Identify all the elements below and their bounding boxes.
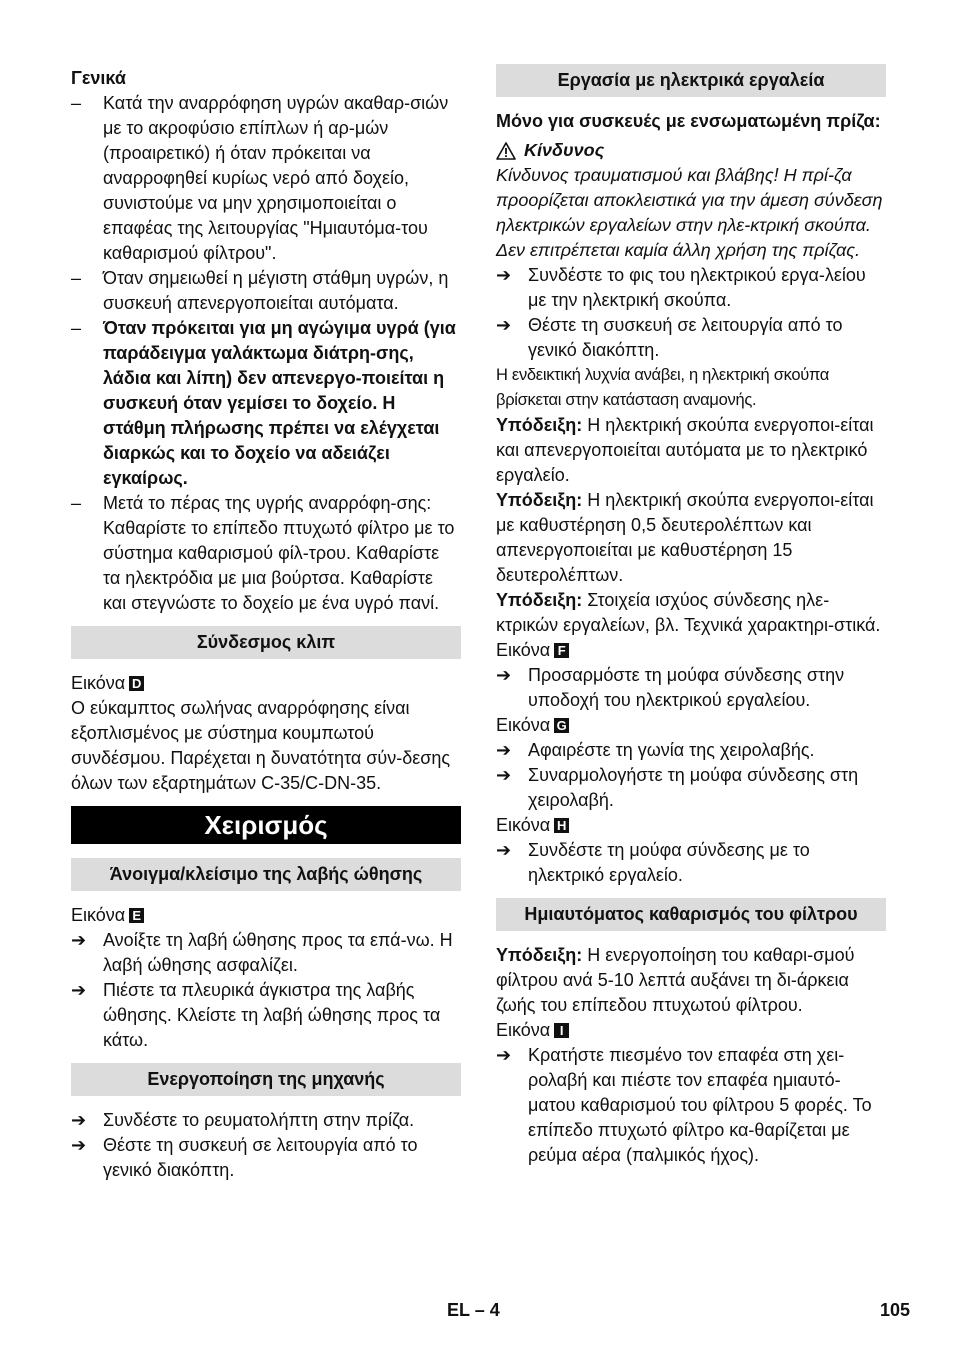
page-number: 105 — [880, 1300, 911, 1320]
dash-marker: – — [71, 268, 82, 288]
note-paragraph — [496, 413, 886, 488]
step-text: Συνδέστε το ρευματολήπτη στην πρίζα. — [103, 1110, 415, 1130]
note-text: Η ενεργοποίηση του καθαρι-σμού φίλτρου ανά 5-10 λεπτά αυξάνει τη δι-άρκεια ζωής του επίπεδου πτυχωτού φίλτρου. — [496, 945, 855, 1015]
step-item — [71, 1133, 461, 1183]
step-item — [496, 838, 886, 888]
figure-reference — [496, 813, 886, 838]
dash-marker: – — [71, 318, 82, 338]
arrow-icon: ➔ — [71, 1135, 87, 1155]
arrow-icon: ➔ — [496, 665, 512, 685]
step-item — [71, 1108, 461, 1133]
note-text: Στοιχεία ισχύος σύνδεσης ηλε-κτρικών εργαλείων, βλ. Τεχνικά χαρακτηρι-στικά. — [496, 590, 881, 635]
list-item — [71, 266, 461, 316]
figure-letter-badge: I — [554, 1023, 569, 1038]
figure-label: Εικόνα — [496, 640, 551, 660]
figure-reference — [71, 671, 461, 696]
step-item — [496, 738, 886, 763]
figure-letter-badge: F — [554, 643, 569, 658]
only-for-note: Μόνο για συσκευές με ενσωματωμένη πρίζα: — [496, 111, 881, 131]
figure-label: Εικόνα — [71, 673, 126, 693]
arrow-icon: ➔ — [496, 765, 512, 785]
general-heading: Γενικά — [71, 68, 126, 88]
figure-reference — [496, 713, 886, 738]
section-heading-tools: Εργασία με ηλεκτρικά εργαλεία — [496, 64, 886, 97]
step-item — [71, 978, 461, 1053]
arrow-icon: ➔ — [496, 1045, 512, 1065]
list-item-text-bold: Όταν πρόκειται για μη αγώγιμα υγρά (για παράδειγμα γαλάκτωμα διάτρη-σης, λάδια και λίπη) δεν απενεργο-ποιείται η συσκευή όταν γεμίσει το δοχείο. Η στάθμη πλήρωσης πρέπει να ελέγχεται διαρκώς και το δοχείο να αδειάζει εγκαίρως. — [103, 318, 456, 488]
arrow-icon: ➔ — [496, 840, 512, 860]
figure-reference — [496, 638, 886, 663]
standby-text: Η ενδεικτική λυχνία ανάβει, η ηλεκτρική σκούπα βρίσκεται στην κατάσταση αναμονής. — [496, 366, 830, 409]
chapter-title: Χειρισμός — [71, 806, 461, 844]
step-text: Συνδέστε το φις του ηλεκτρικού εργα-λείου με την ηλεκτρική σκούπα. — [528, 265, 866, 310]
dash-marker: – — [71, 493, 82, 513]
footer-language — [447, 1298, 500, 1323]
danger-heading — [496, 138, 886, 163]
step-item — [496, 1043, 886, 1168]
step-item — [496, 263, 886, 313]
dash-marker: – — [71, 93, 82, 113]
left-column — [71, 64, 461, 1183]
figure-label: Εικόνα — [496, 815, 551, 835]
figure-letter-badge: H — [554, 818, 569, 833]
arrow-icon: ➔ — [71, 1110, 87, 1130]
note-paragraph — [496, 588, 886, 638]
list-item-text: Κατά την αναρρόφηση υγρών ακαθαρ-σιών με το ακροφύσιο επίπλων ή αρ-μών (προαιρετικό) ή όταν πρόκειται να αναρροφηθεί κυρίως νερό από δοχείο, συνιστούμε να μην χρησιμοποιείται ο επαφέας της λειτουργίας "Ημιαυτόμα-του καθαρισμού φίλτρου". — [103, 93, 449, 263]
section-heading-start: Ενεργοποίηση της μηχανής — [71, 1063, 461, 1096]
figure-label: Εικόνα — [496, 1020, 551, 1040]
language-page: – 4 — [474, 1300, 500, 1320]
list-item-text: Όταν σημειωθεί η μέγιστη στάθμη υγρών, η συσκευή απενεργοποιείται αυτόματα. — [103, 268, 449, 313]
danger-title: Κίνδυνος — [524, 140, 605, 160]
clip-description: Ο εύκαμπτος σωλήνας αναρρόφησης είναι εξοπλισμένος με σύστημα κουμπωτού συνδέσμου. Παρέχεται η δυνατότητα σύν-δεσης όλων των εξαρτημάτων C-35/C-DN-35. — [71, 698, 451, 793]
figure-label: Εικόνα — [71, 905, 126, 925]
figure-letter-badge: E — [129, 908, 144, 923]
step-item — [71, 928, 461, 978]
step-text: Ανοίξτε τη λαβή ώθησης προς τα επά-νω. Η λαβή ώθησης ασφαλίζει. — [103, 930, 453, 975]
step-item — [496, 663, 886, 713]
note-text: Η ηλεκτρική σκούπα ενεργοποι-είται με καθυστέρηση 0,5 δευτερολέπτων και απενεργοποιείται με καθυστέρηση 15 δευτερολέπτων. — [496, 490, 874, 585]
note-label: Υπόδειξη: — [496, 415, 583, 435]
arrow-icon: ➔ — [496, 265, 512, 285]
figure-reference — [71, 903, 461, 928]
step-text: Θέστε τη συσκευή σε λειτουργία από το γενικό διακόπτη. — [103, 1135, 418, 1180]
arrow-icon: ➔ — [496, 740, 512, 760]
step-text: Θέστε τη συσκευή σε λειτουργία από το γενικό διακόπτη. — [528, 315, 843, 360]
list-item — [71, 91, 461, 266]
step-text: Πιέστε τα πλευρικά άγκιστρα της λαβής ώθησης. Κλείστε τη λαβή ώθησης προς τα κάτω. — [103, 980, 441, 1050]
list-item — [71, 316, 461, 491]
arrow-icon: ➔ — [71, 930, 87, 950]
note-label: Υπόδειξη: — [496, 490, 583, 510]
figure-reference — [496, 1018, 886, 1043]
step-text: Κρατήστε πιεσμένο τον επαφέα στη χει-ρολαβή και πιέστε τον επαφέα ημιαυτό-ματου καθαρισμού του φίλτρου 5 φορές. Το επίπεδο πτυχωτό φίλτρο κα-θαρίζεται με ρεύμα αέρα (παλμικός ήχος). — [528, 1045, 872, 1165]
right-column — [496, 64, 886, 1168]
step-item — [496, 313, 886, 363]
figure-letter-badge: D — [129, 676, 144, 691]
figure-letter-badge: G — [554, 718, 569, 733]
step-text: Συνδέστε τη μούφα σύνδεσης με το ηλεκτρικό εργαλείο. — [528, 840, 810, 885]
arrow-icon: ➔ — [71, 980, 87, 1000]
danger-text: Κίνδυνος τραυματισμού και βλάβης! Η πρί-ζα προορίζεται αποκλειστικά για την άμεση σύνδεση ηλεκτρικών εργαλείων στην ηλε-κτρική σκούπα. Δεν επιτρέπεται καμία άλλη χρήση της πρίζας. — [496, 165, 883, 260]
section-heading-clip: Σύνδεσμος κλιπ — [71, 626, 461, 659]
language-code: EL — [447, 1300, 470, 1320]
note-label: Υπόδειξη: — [496, 945, 583, 965]
note-paragraph — [496, 943, 886, 1018]
step-text: Προσαρμόστε τη μούφα σύνδεσης στην υποδοχή του ηλεκτρικού εργαλείου. — [528, 665, 845, 710]
section-heading-handle: Άνοιγμα/κλείσιμο της λαβής ώθησης — [71, 858, 461, 891]
step-text: Αφαιρέστε τη γωνία της χειρολαβής. — [528, 740, 815, 760]
warning-triangle-icon — [496, 142, 516, 160]
list-item — [71, 491, 461, 616]
note-text: Η ηλεκτρική σκούπα ενεργοποι-είται και απενεργοποιείται αυτόματα με το ηλεκτρικό εργαλείο. — [496, 415, 874, 485]
arrow-icon: ➔ — [496, 315, 512, 335]
section-heading-filter: Ημιαυτόματος καθαρισμός του φίλτρου — [496, 898, 886, 931]
figure-label: Εικόνα — [496, 715, 551, 735]
note-label: Υπόδειξη: — [496, 590, 583, 610]
list-item-text: Μετά το πέρας της υγρής αναρρόφη-σης: Καθαρίστε το επίπεδο πτυχωτό φίλτρο με το σύστημα καθαρισμού φίλ-τρου. Καθαρίστε τα ηλεκτρόδια με μια βούρτσα. Καθαρίστε και στεγνώστε το δοχείο με ένα υγρό πανί. — [103, 493, 455, 613]
step-text: Συναρμολογήστε τη μούφα σύνδεσης στη χειρολαβή. — [528, 765, 859, 810]
note-paragraph — [496, 488, 886, 588]
step-item — [496, 763, 886, 813]
